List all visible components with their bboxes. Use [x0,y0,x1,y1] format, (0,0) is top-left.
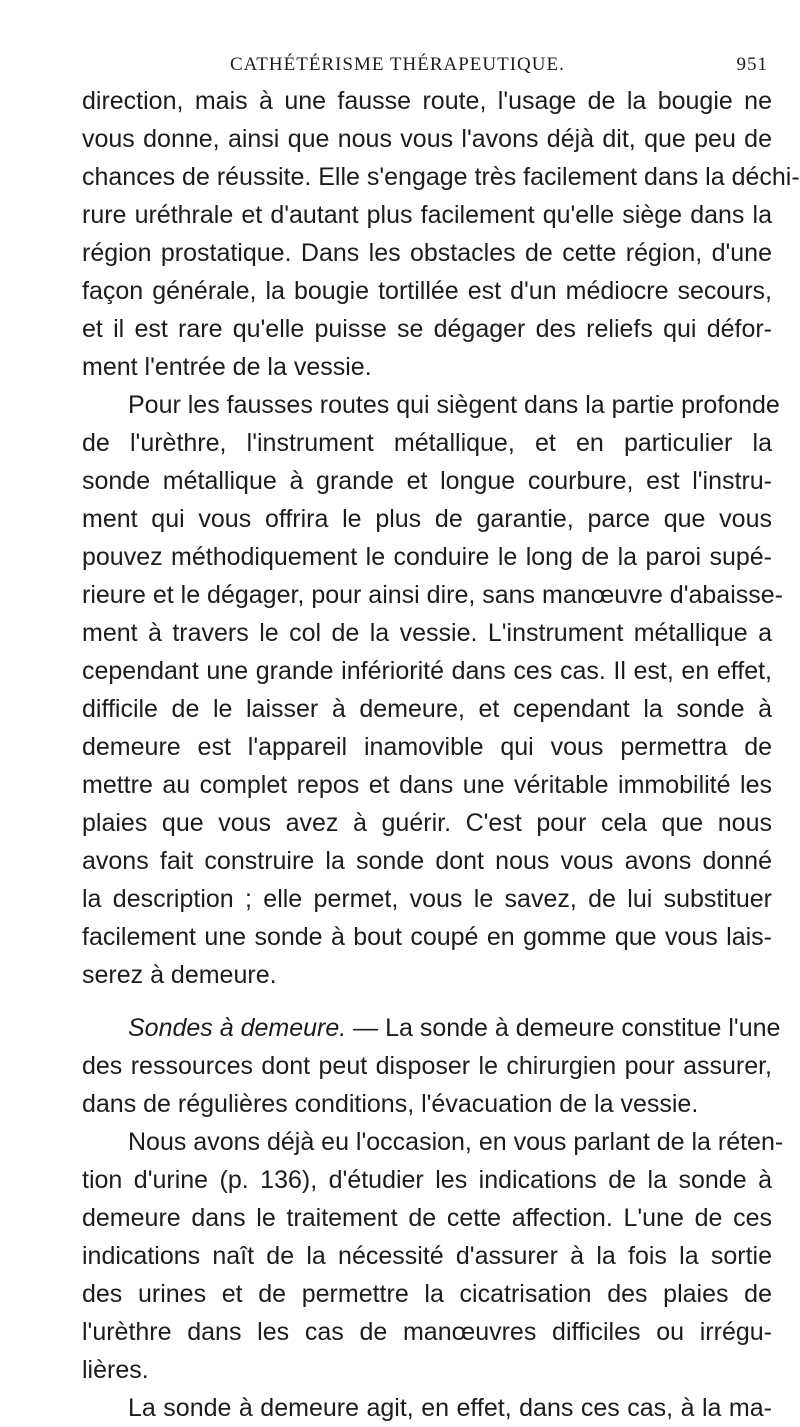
text-line: lières. [82,1356,149,1384]
text-line: des ressources dont peut disposer le chirurgien pour assurer, [82,1052,772,1080]
running-header [168,54,768,82]
text-line: et il est rare qu'elle puisse se dégager des reliefs qui défor- [82,315,772,343]
text-line: demeure est l'appareil inamovible qui vous permettra de [82,733,772,761]
running-title: CATHÉTÉRISME THÉRAPEUTIQUE. [230,54,565,75]
text-line: direction, mais à une fausse route, l'usage de la bougie ne [82,87,772,115]
text-line: demeure dans le traitement de cette affection. L'une de ces [82,1204,772,1232]
text-line: ment l'entrée de la vessie. [82,353,372,381]
body-text [82,82,800,1427]
text-line: indications naît de la nécessité d'assurer à la fois la sortie [82,1242,772,1270]
text-line: La sonde à demeure agit, en effet, dans ces cas, à la ma- [128,1394,772,1422]
text-line: difficile de le laisser à demeure, et cependant la sonde à [82,695,772,723]
text-line: de l'urèthre, l'instrument métallique, et en particulier la [82,429,772,457]
text-line: des urines et de permettre la cicatrisation des plaies de [82,1280,772,1308]
text-line: serez à demeure. [82,961,277,989]
text-fragment: — La sonde à demeure constitue l'une [346,1014,781,1042]
text-line: la description ; elle permet, vous le savez, de lui substituer [82,885,772,913]
text-line: Nous avons déjà eu l'occasion, en vous parlant de la réten- [128,1128,784,1156]
text-line: rieure et le dégager, pour ainsi dire, sans manœuvre d'abaisse- [82,581,783,609]
text-line: ment à travers le col de la vessie. L'instrument métallique a [82,619,772,647]
text-line: facilement une sonde à bout coupé en gomme que vous lais- [82,923,772,951]
text-line: plaies que vous avez à guérir. C'est pour cela que nous [82,809,772,837]
text-line: sonde métallique à grande et longue courbure, est l'instru- [82,467,772,495]
text-line: tion d'urine (p. 136), d'étudier les indications de la sonde à [82,1166,772,1194]
text-line: rure uréthrale et d'autant plus facilement qu'elle siège dans la [82,201,772,229]
text-line: pouvez méthodiquement le conduire le long de la paroi supé- [82,543,772,571]
text-line: avons fait construire la sonde dont nous vous avons donné [82,847,772,875]
page-number: 951 [736,54,768,75]
text-line: cependant une grande infériorité dans ces cas. Il est, en effet, [82,657,772,685]
text-line: région prostatique. Dans les obstacles de cette région, d'une [82,239,772,267]
text-line: mettre au complet repos et dans une véritable immobilité les [82,771,772,799]
text-line: dans de régulières conditions, l'évacuation de la vessie. [82,1090,699,1118]
section-heading: Sondes à demeure. [128,1014,347,1042]
section-heading-line [82,1009,781,1047]
text-line: Pour les fausses routes qui siègent dans la partie profonde [128,391,780,419]
text-line: l'urèthre dans les cas de manœuvres difficiles ou irrégu- [82,1318,772,1346]
text-line: façon générale, la bougie tortillée est d'un médiocre secours, [82,277,772,305]
text-line: ment qui vous offrira le plus de garantie, parce que vous [82,505,772,533]
text-line: vous donne, ainsi que nous vous l'avons déjà dit, que peu de [82,125,772,153]
text-line: chances de réussite. Elle s'engage très facilement dans la déchi- [82,163,800,191]
paragraph-gap [82,994,772,1009]
